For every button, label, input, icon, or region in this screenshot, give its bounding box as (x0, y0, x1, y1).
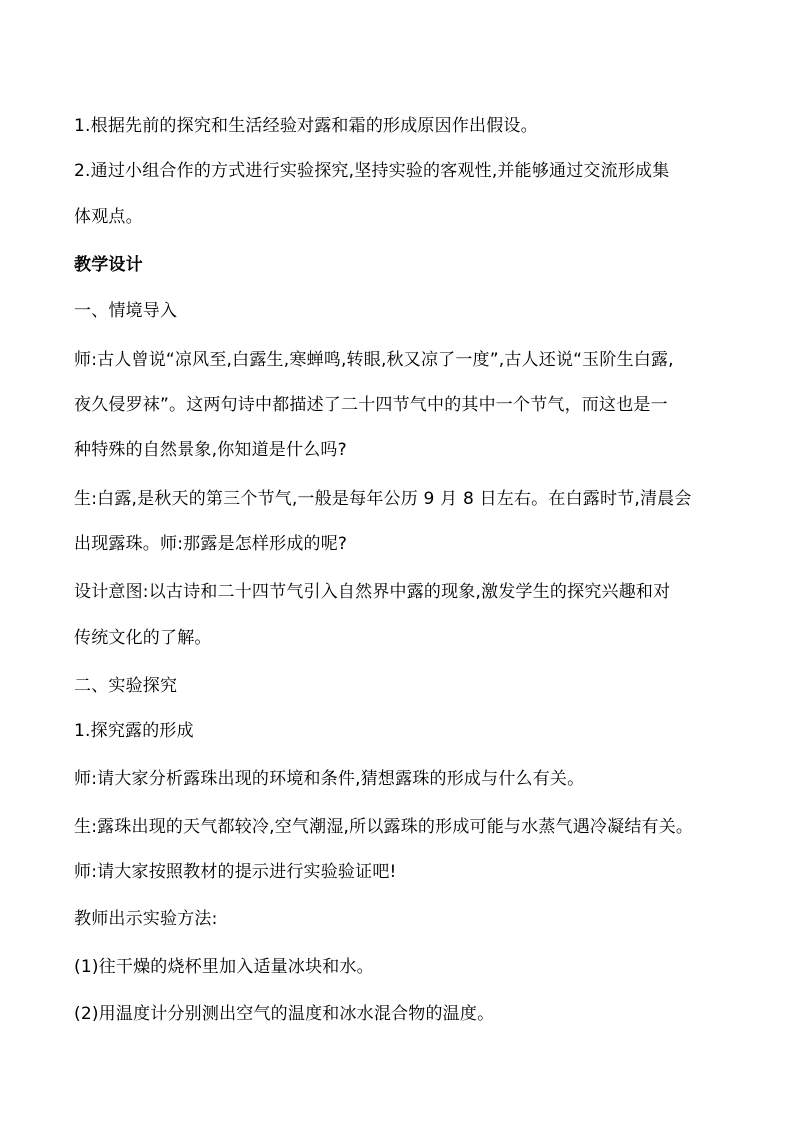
teacher-instruction: 师:请大家按照教材的提示进行实验验证吧! (74, 862, 397, 882)
objective-2-line-1: 2.通过小组合作的方式进行实验探究,坚持实验的客观性,并能够通过交流形成集 (74, 161, 670, 181)
method-step-1: (1)往干燥的烧杯里加入适量冰块和水。 (74, 957, 374, 977)
method-step-2: (2)用温度计分别测出空气的温度和冰水混合物的温度。 (74, 1004, 495, 1024)
teacher-paragraph-line-2: 夜久侵罗袜”。这两句诗中都描述了二十四节气中的其中一个节气，而这也是一 (74, 395, 668, 415)
section-heading-teaching-design: 教学设计 (74, 255, 143, 275)
student-answer: 生:露珠出现的天气都较冷,空气潮湿,所以露珠的形成可能与水蒸气遇冷凝结有关。 (74, 817, 694, 837)
subsection-heading-2: 二、实验探究 (74, 676, 178, 696)
design-intent-line-1: 设计意图:以古诗和二十四节气引入自然界中露的现象,激发学生的探究兴趣和对 (74, 582, 671, 602)
teacher-paragraph-line-1: 师:古人曾说“凉风至,白露生,寒蝉鸣,转眼,秋又凉了一度”,古人还说“玉阶生白露, (74, 350, 674, 370)
objective-1: 1.根据先前的探究和生活经验对露和霜的形成原因作出假设。 (74, 116, 538, 136)
objective-2-line-2: 体观点。 (74, 207, 143, 227)
student-paragraph-line-2: 出现露珠。师:那露是怎样形成的呢? (74, 534, 348, 554)
method-intro: 教师出示实验方法: (74, 909, 218, 929)
teacher-question: 师:请大家分析露珠出现的环境和条件,猜想露珠的形成与什么有关。 (74, 769, 585, 789)
design-intent-line-2: 传统文化的了解。 (74, 628, 212, 648)
inquiry-heading: 1.探究露的形成 (74, 721, 194, 741)
subsection-heading-1: 一、情境导入 (74, 301, 178, 321)
student-paragraph-line-1: 生:白露,是秋天的第三个节气,一般是每年公历 9 月 8 日左右。在白露时节,清晨会 (74, 489, 692, 509)
teacher-paragraph-line-3: 种特殊的自然景象,你知道是什么吗? (74, 440, 347, 460)
